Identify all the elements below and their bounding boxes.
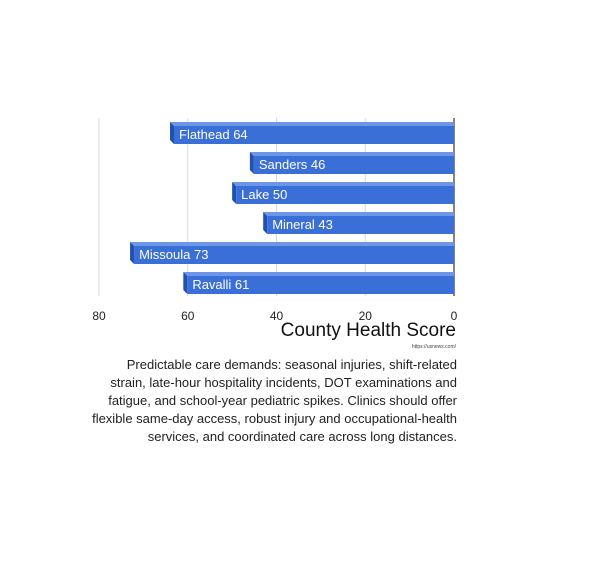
grid-lines (99, 118, 454, 296)
bar-missoula (130, 242, 454, 264)
bar-mineral (263, 212, 454, 234)
bar-label: Missoula 73 (139, 247, 209, 262)
bar-label: Mineral 43 (272, 217, 333, 232)
chart-caption: Predictable care demands: seasonal injuries, shift-related strain, late-hour hospitality incidents, DOT examinations and fatigue, and school-year pediatric spikes. Clinics should offer flexible same-day access, robust injury and occupational-health services, and coordinated care across long distances. (92, 357, 457, 444)
bar-label: Ravalli 61 (192, 277, 250, 292)
bar-ravalli (183, 272, 454, 294)
x-tick-label: 80 (92, 309, 106, 323)
bar-sanders (250, 152, 454, 174)
bar-top-face (183, 272, 454, 276)
bar-label: Lake 50 (241, 187, 288, 202)
x-tick-label: 0 (450, 309, 458, 323)
x-tick-label: 40 (269, 309, 284, 323)
x-tick-label: 60 (181, 309, 195, 323)
bar-top-face (250, 152, 454, 156)
x-tick-label: 20 (358, 309, 372, 323)
bar-top-face (263, 212, 454, 216)
bar-label: Sanders 46 (258, 157, 326, 172)
source-url: https://usnews.com/ (411, 344, 456, 350)
bar-top-face (130, 242, 454, 246)
bar-lake (232, 182, 454, 204)
chart-title: County Health Score (280, 320, 456, 341)
bar-top-face (232, 182, 454, 186)
bar-top-face (170, 122, 454, 126)
bar-label: Flathead 64 (179, 127, 248, 142)
bar-flathead (170, 122, 454, 144)
bars (130, 122, 454, 294)
